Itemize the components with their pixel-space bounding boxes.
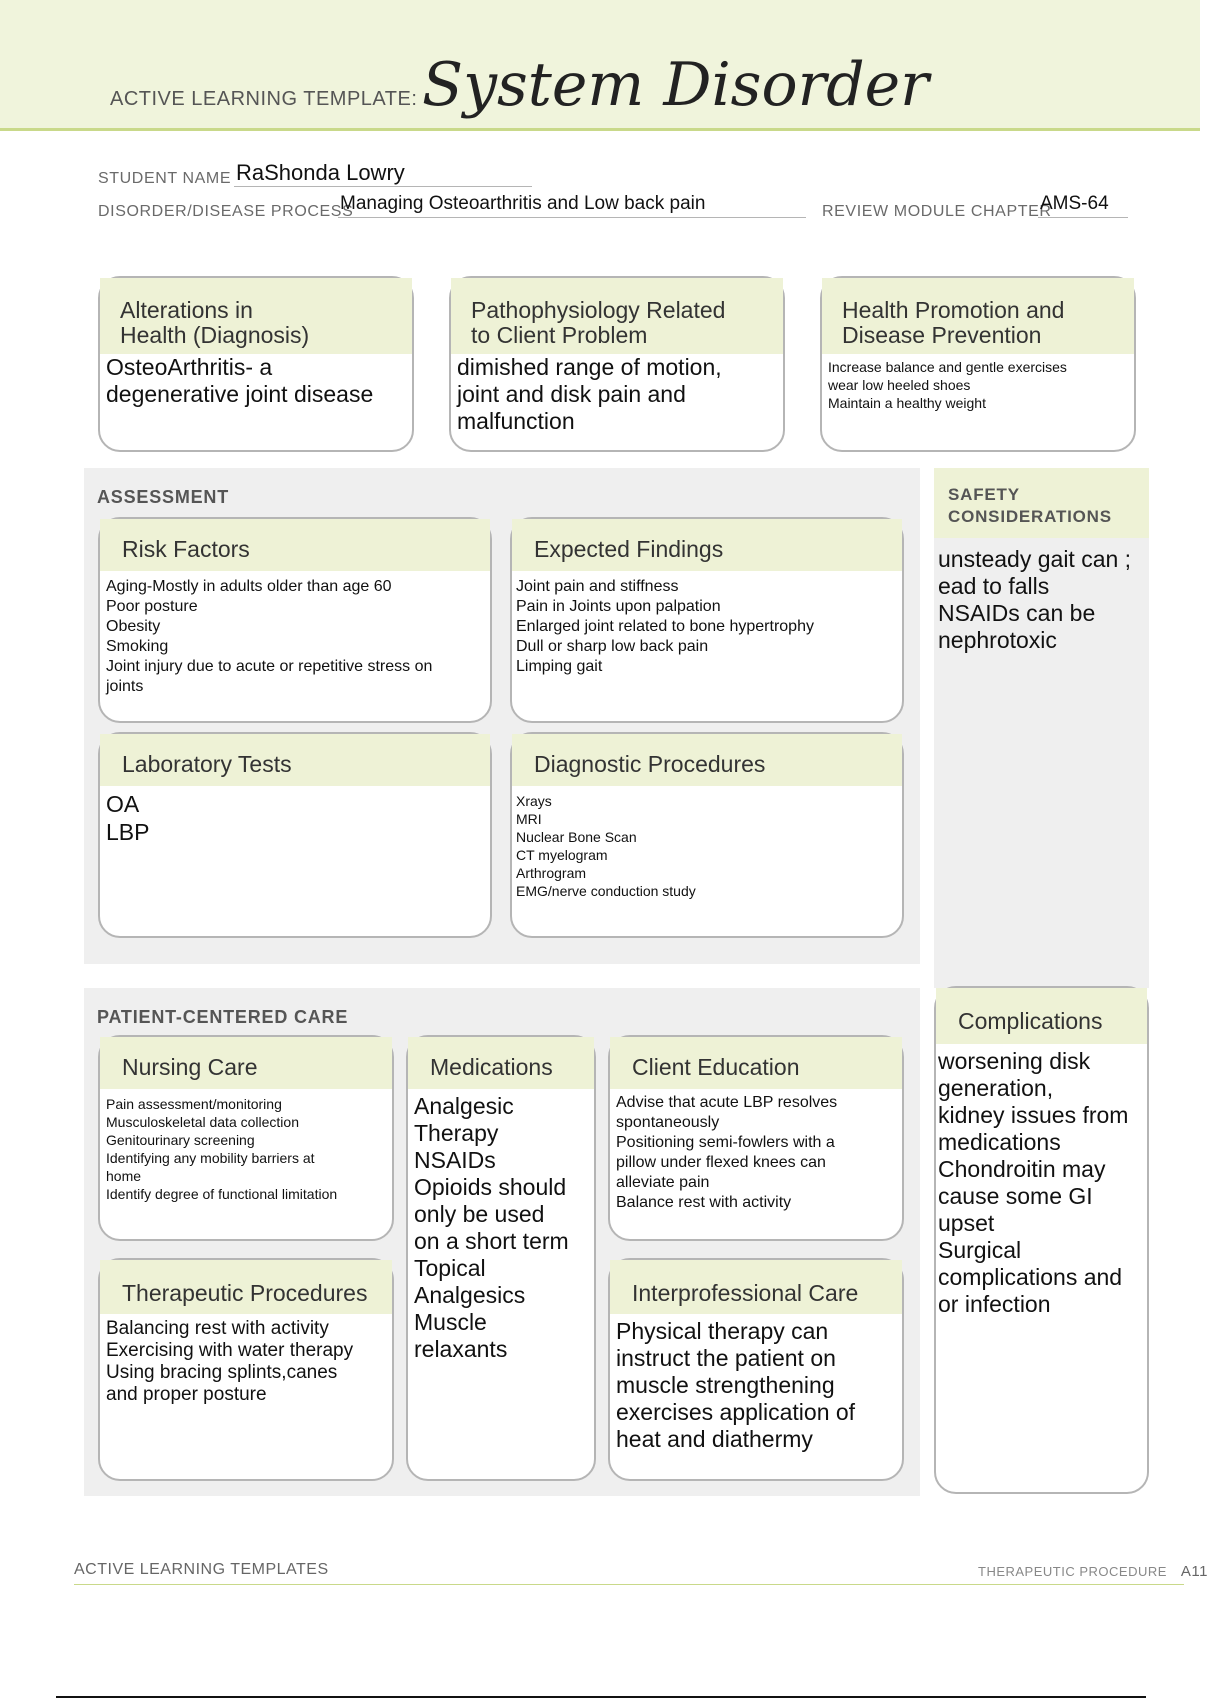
risk-factors-body[interactable]: Aging-Mostly in adults older than age 60 Poor posture Obesity Smoking Joint injury due to acute or repetitive stress on joints	[106, 578, 433, 695]
expected-findings-box	[510, 517, 904, 723]
nursing-care-box	[98, 1035, 394, 1241]
risk-factors-title: Risk Factors	[100, 519, 490, 571]
assessment-title: ASSESSMENT	[97, 487, 230, 507]
review-module-underline	[1038, 217, 1128, 218]
laboratory-tests-body[interactable]: OA LBP	[106, 791, 150, 845]
interprofessional-care-title: Interprofessional Care	[610, 1260, 902, 1314]
nursing-care-title: Nursing Care	[100, 1037, 392, 1089]
client-education-box	[608, 1035, 904, 1241]
footer-page-number: A11	[1180, 1563, 1208, 1580]
student-name-value[interactable]: RaShonda Lowry	[236, 160, 405, 185]
footer-right	[978, 1563, 1208, 1580]
pathophysiology-box	[449, 276, 785, 452]
therapeutic-procedures-body[interactable]: Balancing rest with activity Exercising with water therapy Using bracing splints,canes and proper posture	[106, 1318, 354, 1405]
medications-title: Medications	[408, 1037, 594, 1089]
pathophysiology-title: Pathophysiology Related to Client Problem	[451, 278, 783, 354]
complications-box	[934, 986, 1149, 1494]
footer-left: ACTIVE LEARNING TEMPLATES	[74, 1561, 329, 1578]
complications-title: Complications	[936, 988, 1147, 1044]
student-name-label: STUDENT NAME	[98, 170, 232, 187]
health-promotion-body[interactable]: Increase balance and gentle exercises wear low heeled shoes Maintain a healthy weight	[828, 359, 1067, 411]
safety-body[interactable]: unsteady gait can ; ead to falls NSAIDs can be nephrotoxic	[938, 546, 1132, 653]
laboratory-tests-box	[98, 732, 492, 938]
therapeutic-procedures-title: Therapeutic Procedures	[100, 1260, 392, 1314]
alterations-body[interactable]: OsteoArthritis- a degenerative joint disease	[106, 354, 374, 407]
patient-care-title: PATIENT-CENTERED CARE	[97, 1007, 349, 1027]
client-education-body[interactable]: Advise that acute LBP resolves spontaneously Positioning semi-fowlers with a pillow under flexed knees can alleviate pain Balance rest with activity	[616, 1094, 838, 1211]
safety-title: SAFETY CONSIDERATIONS	[934, 468, 1149, 538]
disorder-label: DISORDER/DISEASE PROCESS	[98, 203, 354, 220]
health-promotion-title: Health Promotion and Disease Prevention	[822, 278, 1134, 354]
footer-procedure-label: THERAPEUTIC PROCEDURE	[978, 1564, 1167, 1579]
interprofessional-care-box	[608, 1258, 904, 1481]
risk-factors-box	[98, 517, 492, 723]
diagnostic-procedures-title: Diagnostic Procedures	[512, 734, 902, 786]
medications-box	[406, 1035, 596, 1481]
diagnostic-procedures-box	[510, 732, 904, 938]
footer-divider	[74, 1584, 1184, 1585]
client-education-title: Client Education	[610, 1037, 902, 1089]
expected-findings-body[interactable]: Joint pain and stiffness Pain in Joints upon palpation Enlarged joint related to bone hypertrophy Dull or sharp low back pain Limping gait	[516, 578, 814, 675]
nursing-care-body[interactable]: Pain assessment/monitoring Musculoskeletal data collection Genitourinary screening Identifying any mobility barriers at home Identify degree of functional limitation	[106, 1096, 338, 1202]
laboratory-tests-title: Laboratory Tests	[100, 734, 490, 786]
page-title: System Disorder	[422, 50, 929, 120]
disorder-value[interactable]: Managing Osteoarthritis and Low back pain	[340, 193, 706, 214]
diagnostic-procedures-body[interactable]: Xrays MRI Nuclear Bone Scan CT myelogram Arthrogram EMG/nerve conduction study	[516, 793, 696, 899]
health-promotion-box	[820, 276, 1136, 452]
pathophysiology-body[interactable]: dimished range of motion, joint and disk pain and malfunction	[457, 354, 722, 434]
medications-body[interactable]: Analgesic Therapy NSAIDs Opioids should only be used on a short term Topical Analgesics Muscle relaxants	[414, 1093, 569, 1362]
review-module-value[interactable]: AMS-64	[1040, 193, 1109, 214]
therapeutic-procedures-box	[98, 1258, 394, 1481]
expected-findings-title: Expected Findings	[512, 519, 902, 571]
template-label: ACTIVE LEARNING TEMPLATE:	[110, 88, 418, 110]
bottom-rule	[56, 1696, 1146, 1698]
disorder-underline	[338, 217, 806, 218]
alterations-title: Alterations in Health (Diagnosis)	[100, 278, 412, 354]
review-module-label: REVIEW MODULE CHAPTER	[822, 203, 1052, 220]
student-name-underline	[234, 186, 532, 187]
complications-body[interactable]: worsening disk generation, kidney issues from medications Chondroitin may cause some GI upset Surgical complications and or infection	[938, 1048, 1129, 1317]
interprofessional-care-body[interactable]: Physical therapy can instruct the patient on muscle strengthening exercises application of heat and diathermy	[616, 1318, 856, 1452]
alterations-box	[98, 276, 414, 452]
